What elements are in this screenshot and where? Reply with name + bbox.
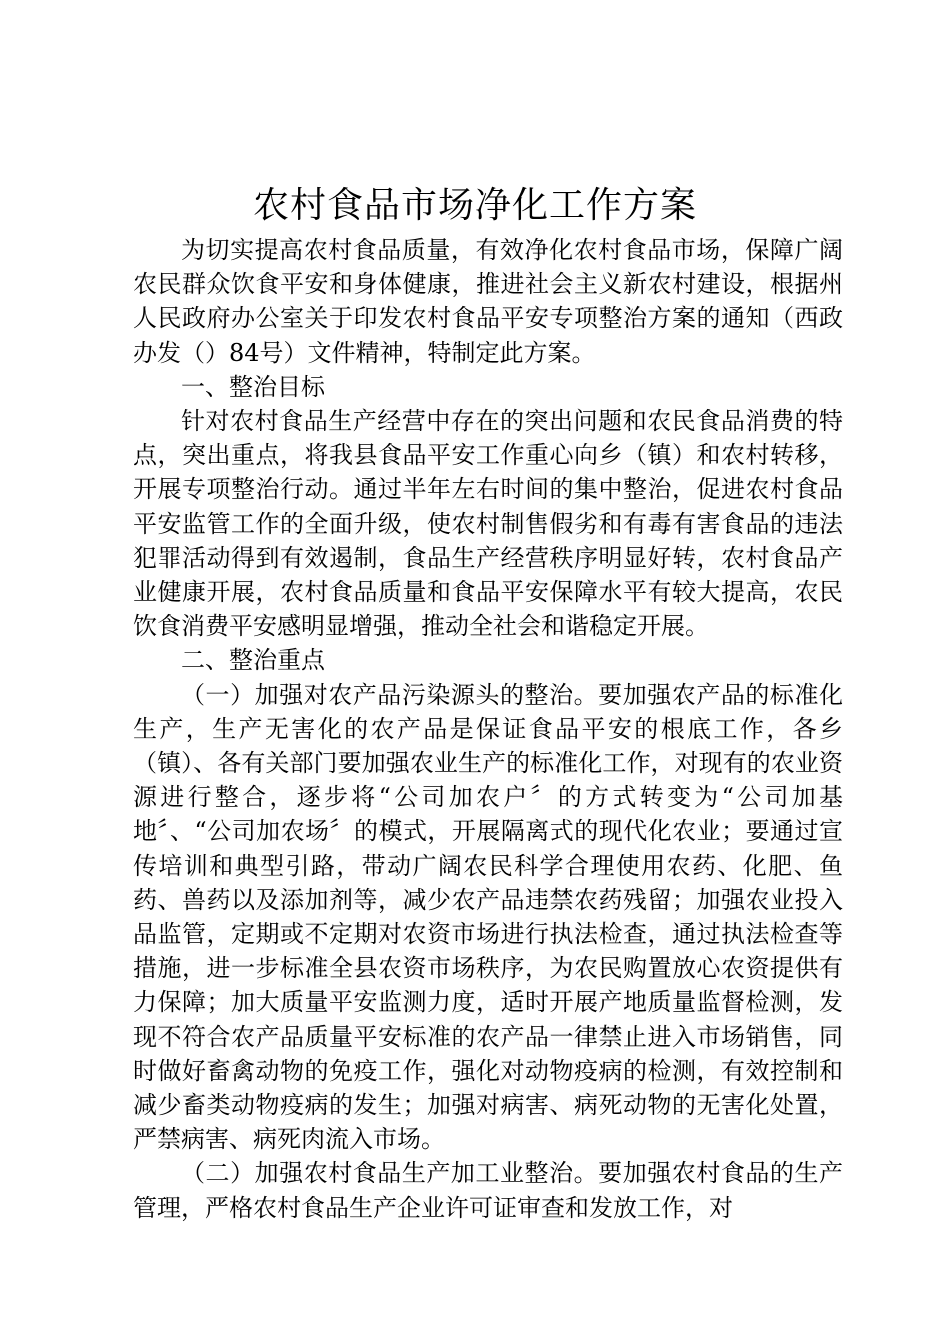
paragraph-focus-2: （二）加强农村食品生产加工业整治。要加强农村食品的生产管理，严格农村食品生产企业许可证审查和发放工作，对: [133, 1159, 843, 1222]
paragraph-intro: 为切实提高农村食品质量，有效净化农村食品市场，保障广阔农民群众饮食平安和身体健康，推进社会主义新农村建设，根据州人民政府办公室关于印发农村食品平安专项整治方案的通知（西政办发（）84号）文件精神，特制定此方案。: [133, 236, 843, 367]
paragraph-goal: 针对农村食品生产经营中存在的突出问题和农民食品消费的特点，突出重点，将我县食品平安工作重心向乡（镇）和农村转移，开展专项整治行动。通过半年左右时间的集中整治，促进农村食品平安监管工作的全面升级，使农村制售假劣和有毒有害食品的违法犯罪活动得到有效遏制，食品生产经营秩序明显好转，农村食品产业健康开展，农村食品质量和食品平安保障水平有较大提高，农民饮食消费平安感明显增强，推动全社会和谐稳定开展。: [133, 407, 843, 641]
section-heading-goal: 一、整治目标: [181, 372, 325, 401]
document-title: 农村食品市场净化工作方案: [252, 185, 697, 226]
paragraph-focus-1: （一）加强对农产品污染源头的整治。要加强农产品的标准化生产，生产无害化的农产品是保证食品平安的根底工作，各乡（镇）、各有关部门要加强农业生产的标准化工作，对现有的农业资源进行整合，逐步将“公司加农户〞的方式转变为“公司加基地〞、“公司加农场〞的模式，开展隔离式的现代化农业；要通过宣传培训和典型引路，带动广阔农民科学合理使用农药、化肥、鱼药、兽药以及添加剂等，减少农产品违禁农药残留；加强农业投入品监管，定期或不定期对农资市场进行执法检查，通过执法检查等措施，进一步标准全县农资市场秩序，为农民购置放心农资提供有力保障；加大质量平安监测力度，适时开展产地质量监督检测，发现不符合农产品质量平安标准的农产品一律禁止进入市场销售，同时做好畜禽动物的免疫工作，强化对动物疫病的检测，有效控制和减少畜类动物疫病的发生；加强对病害、病死动物的无害化处置，严禁病害、病死肉流入市场。: [133, 680, 843, 1154]
document-body: [133, 233, 843, 1225]
section-heading-focus: 二、整治重点: [181, 646, 325, 675]
